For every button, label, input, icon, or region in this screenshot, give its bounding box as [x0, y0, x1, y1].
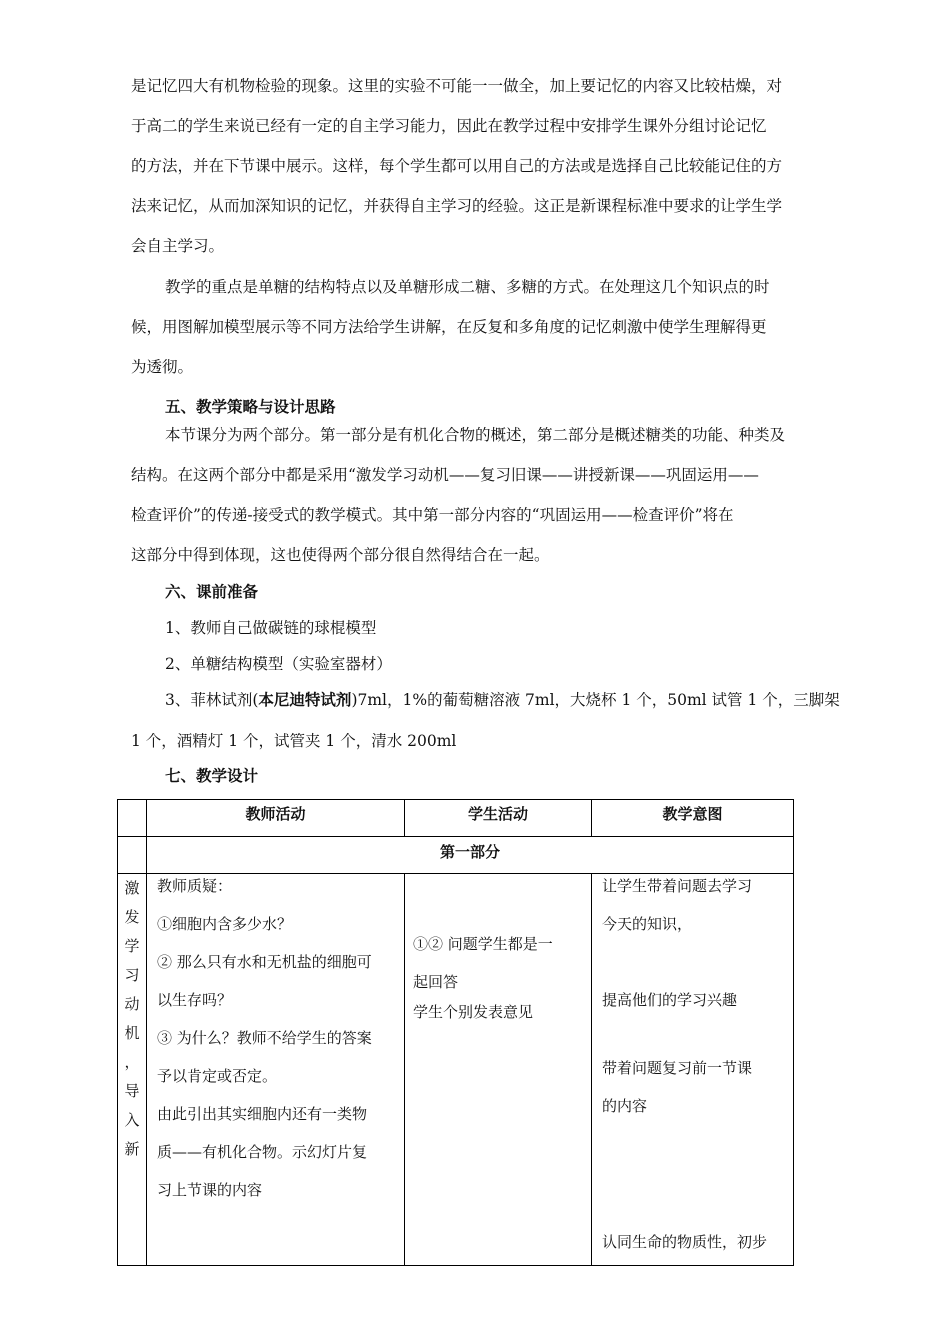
- stage-char: 习: [124, 966, 140, 984]
- paragraph-line: 候，用图解加模型展示等不同方法给学生讲解，在反复和多角度的记忆刺激中使学生理解得更: [131, 318, 767, 336]
- stage-cell: [118, 874, 147, 1266]
- teaching-intent-cell: [592, 874, 794, 1266]
- paragraph-line: 于高二的学生来说已经有一定的自主学习能力，因此在教学过程中安排学生课外分组讨论记忆: [131, 117, 767, 135]
- paragraph-line: 会自主学习。: [131, 237, 225, 255]
- paragraph-line: 的方法，并在下节课中展示。这样，每个学生都可以用自己的方法或是选择自己比较能记住的方: [131, 157, 783, 175]
- student-line: 学生个别发表意见: [413, 1003, 534, 1021]
- teacher-line: 教师质疑：: [157, 877, 233, 895]
- student-line: 起回答: [413, 973, 459, 991]
- student-line: ①② 问题学生都是一: [413, 935, 553, 953]
- section-heading: 五、教学策略与设计思路: [165, 397, 336, 416]
- table-row: [118, 874, 794, 1266]
- stage-char: 入: [124, 1111, 140, 1129]
- header-student-activity: 学生活动: [405, 800, 592, 837]
- teacher-line: 以生存吗？: [157, 991, 233, 1009]
- list-item-text: )7ml，1%的葡萄糖溶液 7ml，大烧杯 1 个，50ml 试管 1 个，三脚架: [351, 691, 840, 709]
- intent-line: 提高他们的学习兴趣: [602, 991, 738, 1009]
- stage-char: 激: [124, 879, 140, 897]
- paragraph-line: 教学的重点是单糖的结构特点以及单糖形成二糖、多糖的方式。在处理这几个知识点的时: [165, 278, 770, 296]
- table-part-row: [118, 837, 794, 874]
- list-item-continuation: 1 个，酒精灯 1 个，试管夹 1 个，清水 200ml: [131, 732, 457, 750]
- header-teaching-intent: 教学意图: [592, 800, 794, 837]
- paragraph-line: 结构。在这两个部分中都是采用“激发学习动机——复习旧课——讲授新课——巩固运用——: [131, 466, 759, 484]
- paragraph-line: 为透彻。: [131, 358, 194, 376]
- table-corner-cell: [118, 800, 147, 837]
- stage-char: 新: [124, 1140, 140, 1158]
- paragraph-line: 是记忆四大有机物检验的现象。这里的实验不可能一一做全，加上要记忆的内容又比较枯燥，对: [131, 77, 783, 95]
- teacher-line: 习上节课的内容: [157, 1181, 263, 1199]
- teacher-line: ② 那么只有水和无机盐的细胞可: [157, 953, 372, 971]
- stage-char: ，: [124, 1053, 140, 1071]
- teaching-design-table: [117, 799, 794, 1266]
- intent-line: 认同生命的物质性，初步: [602, 1233, 768, 1251]
- teacher-line: 予以肯定或否定。: [157, 1067, 278, 1085]
- teacher-line: 由此引出其实细胞内还有一类物: [157, 1105, 368, 1123]
- paragraph-line: 法来记忆，从而加深知识的记忆，并获得自主学习的经验。这正是新课程标准中要求的让学生学: [131, 197, 783, 215]
- list-item-text: 3、菲林试剂(: [165, 691, 259, 709]
- teacher-line: 质——有机化合物。示幻灯片复: [157, 1143, 368, 1161]
- stage-char: 机: [124, 1024, 140, 1042]
- teacher-activity-cell: [147, 874, 405, 1266]
- intent-line: 带着问题复习前一节课: [602, 1059, 753, 1077]
- teacher-line: ①细胞内含多少水？: [157, 915, 293, 933]
- paragraph-line: 这部分中得到体现，这也使得两个部分很自然得结合在一起。: [131, 546, 550, 564]
- stage-char: 学: [124, 937, 140, 955]
- section-heading: 七、教学设计: [165, 766, 259, 785]
- table-empty-cell: [118, 837, 147, 874]
- stage-char: 动: [124, 995, 140, 1013]
- intent-line: 让学生带着问题去学习: [602, 877, 753, 895]
- list-item: 2、单糖结构模型（实验室器材）: [165, 655, 392, 673]
- part-label: 第一部分: [147, 837, 794, 874]
- table-header-row: [118, 800, 794, 837]
- intent-line: 今天的知识，: [602, 915, 693, 933]
- stage-char: 导: [124, 1082, 140, 1100]
- student-activity-cell: [405, 874, 592, 1266]
- paragraph-line: 本节课分为两个部分。第一部分是有机化合物的概述，第二部分是概述糖类的功能、种类及: [165, 426, 786, 444]
- reagent-name: 本尼迪特试剂: [258, 690, 352, 709]
- paragraph-line: 检查评价”的传递-接受式的教学模式。其中第一部分内容的“巩固运用——检查评价”将在: [131, 506, 734, 524]
- section-heading: 六、课前准备: [165, 582, 259, 601]
- stage-char: 发: [124, 908, 140, 926]
- list-item: [165, 689, 840, 711]
- list-item: 1、教师自己做碳链的球棍模型: [165, 619, 377, 637]
- header-teacher-activity: 教师活动: [147, 800, 405, 837]
- teacher-line: ③ 为什么？教师不给学生的答案: [157, 1029, 372, 1047]
- intent-line: 的内容: [602, 1097, 648, 1115]
